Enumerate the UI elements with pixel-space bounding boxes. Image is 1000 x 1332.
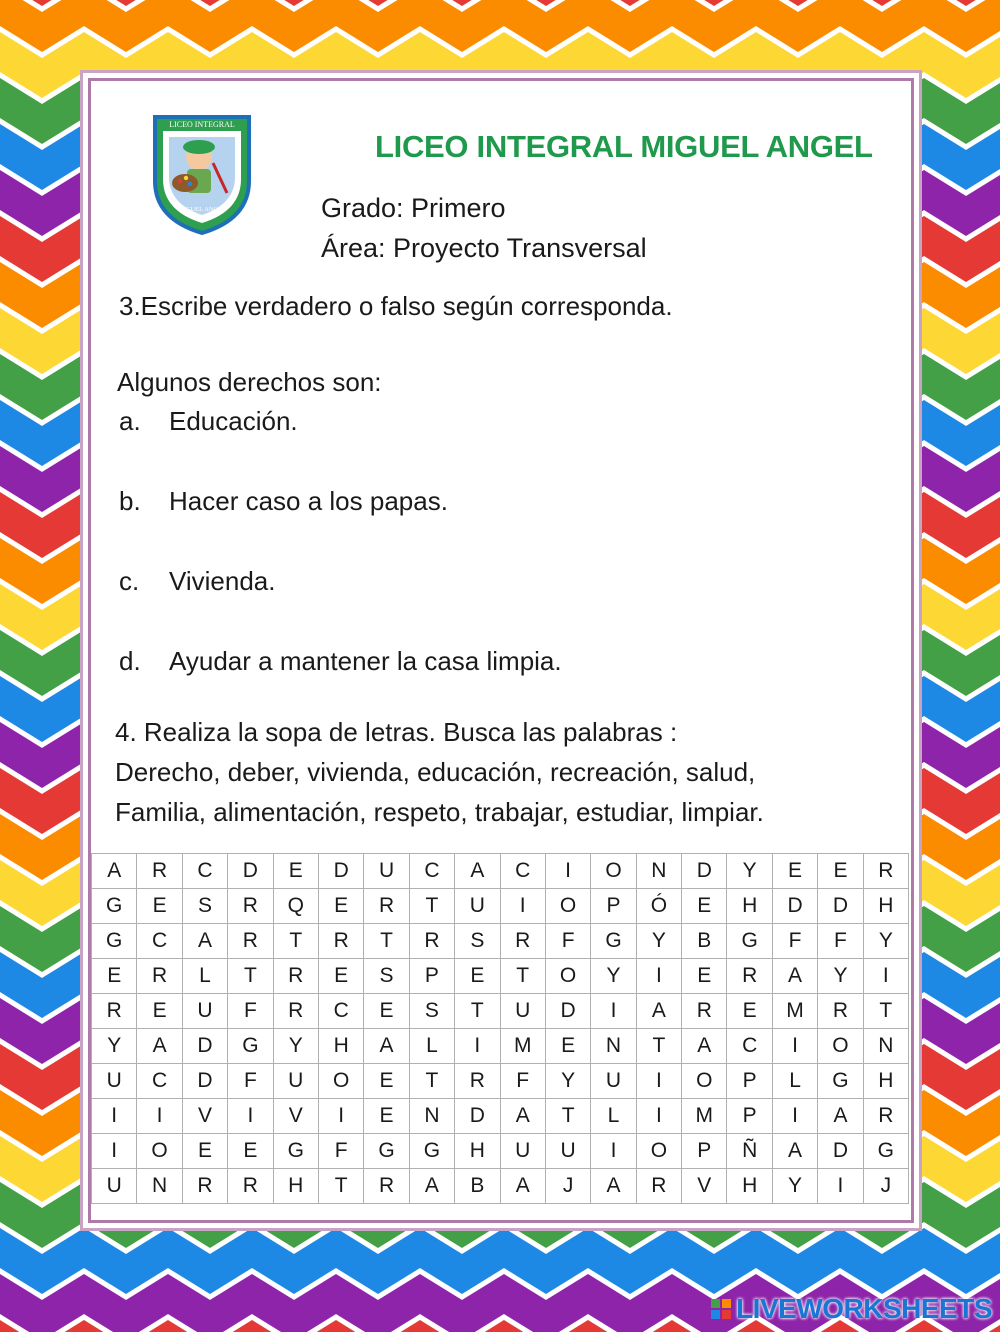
grid-letter-cell[interactable]: E bbox=[772, 854, 817, 889]
list-item-letter: d. bbox=[119, 646, 141, 676]
grid-letter-cell[interactable]: C bbox=[409, 854, 454, 889]
grid-letter-cell[interactable]: I bbox=[772, 1029, 817, 1064]
word-search-grid bbox=[91, 853, 909, 1204]
grid-letter-cell[interactable]: H bbox=[727, 1169, 772, 1204]
grid-letter-cell[interactable]: S bbox=[409, 994, 454, 1029]
grid-letter-cell[interactable]: T bbox=[409, 1064, 454, 1099]
grid-letter-cell[interactable]: U bbox=[92, 1169, 137, 1204]
grid-letter-cell[interactable]: L bbox=[772, 1064, 817, 1099]
grid-letter-cell[interactable]: N bbox=[636, 854, 681, 889]
grid-letter-cell[interactable]: M bbox=[500, 1029, 545, 1064]
grid-letter-cell[interactable]: A bbox=[682, 1029, 727, 1064]
grid-letter-cell[interactable]: Y bbox=[772, 1169, 817, 1204]
grid-letter-cell[interactable]: A bbox=[636, 994, 681, 1029]
grid-letter-cell[interactable]: A bbox=[500, 1099, 545, 1134]
grid-letter-cell[interactable]: E bbox=[182, 1134, 227, 1169]
grid-letter-cell[interactable]: I bbox=[591, 994, 636, 1029]
grid-letter-cell[interactable]: O bbox=[682, 1064, 727, 1099]
grid-letter-cell[interactable]: R bbox=[228, 1169, 273, 1204]
grid-letter-cell[interactable]: Y bbox=[545, 1064, 590, 1099]
grid-letter-cell[interactable]: B bbox=[455, 1169, 500, 1204]
grid-letter-cell[interactable]: E bbox=[682, 889, 727, 924]
list-item-text: Ayudar a mantener la casa limpia. bbox=[169, 646, 562, 676]
question-4-words-line-1: Derecho, deber, vivienda, educación, recreación, salud, bbox=[115, 757, 756, 787]
grid-letter-cell[interactable]: R bbox=[500, 924, 545, 959]
liveworksheets-brand bbox=[710, 1292, 992, 1326]
grid-letter-cell[interactable]: R bbox=[455, 1064, 500, 1099]
grid-letter-cell[interactable]: L bbox=[182, 959, 227, 994]
grid-letter-cell[interactable]: A bbox=[182, 924, 227, 959]
list-item-letter: a. bbox=[119, 406, 141, 436]
grid-letter-cell[interactable]: T bbox=[318, 1169, 363, 1204]
table-row bbox=[92, 1029, 909, 1064]
grid-letter-cell[interactable]: N bbox=[137, 1169, 182, 1204]
grid-letter-cell[interactable]: A bbox=[818, 1099, 863, 1134]
question-3-intro: Algunos derechos son: bbox=[117, 367, 382, 397]
grid-letter-cell[interactable]: D bbox=[545, 994, 590, 1029]
grid-letter-cell[interactable]: E bbox=[818, 854, 863, 889]
grade-line: Grado: Primero bbox=[321, 193, 506, 223]
grid-letter-cell[interactable]: R bbox=[636, 1169, 681, 1204]
grid-letter-cell[interactable]: L bbox=[409, 1029, 454, 1064]
worksheet-page bbox=[88, 78, 914, 1223]
grid-letter-cell[interactable]: J bbox=[863, 1169, 908, 1204]
grid-letter-cell[interactable]: E bbox=[364, 1099, 409, 1134]
grid-letter-cell[interactable]: H bbox=[863, 889, 908, 924]
grid-letter-cell[interactable]: F bbox=[228, 1064, 273, 1099]
grid-letter-cell[interactable]: J bbox=[545, 1169, 590, 1204]
grid-letter-cell[interactable]: V bbox=[182, 1099, 227, 1134]
grid-letter-cell[interactable]: I bbox=[636, 1099, 681, 1134]
grid-letter-cell[interactable]: U bbox=[182, 994, 227, 1029]
grid-letter-cell[interactable]: S bbox=[364, 959, 409, 994]
grid-letter-cell[interactable]: T bbox=[409, 889, 454, 924]
grid-letter-cell[interactable]: R bbox=[364, 889, 409, 924]
grid-letter-cell[interactable]: I bbox=[772, 1099, 817, 1134]
grid-letter-cell[interactable]: T bbox=[364, 924, 409, 959]
question-4-instruction: 4. Realiza la sopa de letras. Busca las palabras : bbox=[115, 717, 678, 747]
grid-letter-cell[interactable]: E bbox=[727, 994, 772, 1029]
grid-letter-cell[interactable]: B bbox=[682, 924, 727, 959]
grid-letter-cell[interactable]: R bbox=[182, 1169, 227, 1204]
grid-letter-cell[interactable]: Q bbox=[273, 889, 318, 924]
grid-letter-cell[interactable]: E bbox=[545, 1029, 590, 1064]
grid-letter-cell[interactable]: C bbox=[137, 1064, 182, 1099]
table-row bbox=[92, 854, 909, 889]
grid-letter-cell[interactable]: T bbox=[455, 994, 500, 1029]
list-item-text: Hacer caso a los papas. bbox=[169, 486, 448, 516]
grid-letter-cell[interactable]: E bbox=[318, 889, 363, 924]
grid-letter-cell[interactable]: R bbox=[228, 924, 273, 959]
table-row bbox=[92, 1099, 909, 1134]
grid-letter-cell[interactable]: U bbox=[273, 1064, 318, 1099]
grid-letter-cell[interactable]: D bbox=[818, 889, 863, 924]
grid-letter-cell[interactable]: R bbox=[318, 924, 363, 959]
grid-letter-cell[interactable]: I bbox=[863, 959, 908, 994]
list-item-text: Vivienda. bbox=[169, 566, 276, 596]
table-row bbox=[92, 994, 909, 1029]
grid-letter-cell[interactable]: G bbox=[92, 889, 137, 924]
grid-letter-cell[interactable]: T bbox=[228, 959, 273, 994]
grid-letter-cell[interactable]: G bbox=[863, 1134, 908, 1169]
grid-letter-cell[interactable]: E bbox=[318, 959, 363, 994]
grid-letter-cell[interactable]: R bbox=[228, 889, 273, 924]
grid-letter-cell[interactable]: Y bbox=[863, 924, 908, 959]
logo-top-text: LICEO INTEGRAL bbox=[169, 120, 235, 129]
grid-letter-cell[interactable]: Y bbox=[591, 959, 636, 994]
grid-letter-cell[interactable]: N bbox=[409, 1099, 454, 1134]
table-row bbox=[92, 1064, 909, 1099]
grid-letter-cell[interactable]: U bbox=[364, 854, 409, 889]
grid-letter-cell[interactable]: R bbox=[818, 994, 863, 1029]
grid-letter-cell[interactable]: G bbox=[92, 924, 137, 959]
grid-letter-cell[interactable]: D bbox=[772, 889, 817, 924]
grid-letter-cell[interactable]: U bbox=[92, 1064, 137, 1099]
school-crest-logo bbox=[147, 111, 257, 236]
grid-letter-cell[interactable]: P bbox=[682, 1134, 727, 1169]
grid-letter-cell[interactable]: D bbox=[818, 1134, 863, 1169]
list-item-text: Educación. bbox=[169, 406, 298, 436]
grid-letter-cell[interactable]: T bbox=[273, 924, 318, 959]
grid-letter-cell[interactable]: A bbox=[409, 1169, 454, 1204]
grid-letter-cell[interactable]: N bbox=[863, 1029, 908, 1064]
grid-letter-cell[interactable]: G bbox=[228, 1029, 273, 1064]
grid-letter-cell[interactable]: A bbox=[500, 1169, 545, 1204]
grid-letter-cell[interactable]: R bbox=[273, 959, 318, 994]
grid-letter-cell[interactable]: I bbox=[455, 1029, 500, 1064]
grid-letter-cell[interactable]: N bbox=[591, 1029, 636, 1064]
grid-letter-cell[interactable]: Y bbox=[727, 854, 772, 889]
grid-letter-cell[interactable]: U bbox=[591, 1064, 636, 1099]
grid-letter-cell[interactable]: E bbox=[137, 889, 182, 924]
grid-letter-cell[interactable]: I bbox=[137, 1099, 182, 1134]
list-item-letter: c. bbox=[119, 566, 140, 596]
grid-letter-cell[interactable]: A bbox=[772, 959, 817, 994]
grid-letter-cell[interactable]: I bbox=[92, 1134, 137, 1169]
grid-letter-cell[interactable]: D bbox=[318, 854, 363, 889]
grid-letter-cell[interactable]: T bbox=[545, 1099, 590, 1134]
grid-letter-cell[interactable]: P bbox=[409, 959, 454, 994]
grid-letter-cell[interactable]: Y bbox=[818, 959, 863, 994]
grid-letter-cell[interactable]: M bbox=[772, 994, 817, 1029]
grid-letter-cell[interactable]: A bbox=[455, 854, 500, 889]
grid-letter-cell[interactable]: I bbox=[228, 1099, 273, 1134]
grid-letter-cell[interactable]: G bbox=[273, 1134, 318, 1169]
grid-letter-cell[interactable]: H bbox=[727, 889, 772, 924]
grid-letter-cell[interactable]: I bbox=[545, 854, 590, 889]
grid-letter-cell[interactable]: O bbox=[137, 1134, 182, 1169]
grid-letter-cell[interactable]: O bbox=[591, 854, 636, 889]
grid-letter-cell[interactable]: R bbox=[92, 994, 137, 1029]
grid-letter-cell[interactable]: I bbox=[500, 889, 545, 924]
grid-letter-cell[interactable]: C bbox=[727, 1029, 772, 1064]
chevron-stripe bbox=[0, 52, 1000, 78]
grid-letter-cell[interactable]: E bbox=[137, 994, 182, 1029]
grid-letter-cell[interactable]: V bbox=[682, 1169, 727, 1204]
grid-letter-cell[interactable]: F bbox=[545, 924, 590, 959]
grid-letter-cell[interactable]: H bbox=[273, 1169, 318, 1204]
grid-letter-cell[interactable]: P bbox=[591, 889, 636, 924]
grid-letter-cell[interactable]: U bbox=[500, 994, 545, 1029]
area-line: Área: Proyecto Transversal bbox=[321, 233, 647, 263]
grid-letter-cell[interactable]: C bbox=[500, 854, 545, 889]
grid-letter-cell[interactable]: O bbox=[636, 1134, 681, 1169]
table-row bbox=[92, 1134, 909, 1169]
grid-letter-cell[interactable]: E bbox=[682, 959, 727, 994]
grid-letter-cell[interactable]: R bbox=[137, 854, 182, 889]
grid-letter-cell[interactable]: H bbox=[455, 1134, 500, 1169]
table-row bbox=[92, 889, 909, 924]
grid-letter-cell[interactable]: R bbox=[409, 924, 454, 959]
grid-letter-cell[interactable]: G bbox=[818, 1064, 863, 1099]
table-row bbox=[92, 959, 909, 994]
grid-letter-cell[interactable]: V bbox=[273, 1099, 318, 1134]
grid-letter-cell[interactable]: R bbox=[727, 959, 772, 994]
grid-letter-cell[interactable]: O bbox=[818, 1029, 863, 1064]
list-item-letter: b. bbox=[119, 486, 141, 516]
grid-letter-cell[interactable]: F bbox=[318, 1134, 363, 1169]
table-row bbox=[92, 1169, 909, 1204]
grid-letter-cell[interactable]: P bbox=[727, 1064, 772, 1099]
grid-letter-cell[interactable]: S bbox=[455, 924, 500, 959]
grid-letter-cell[interactable]: U bbox=[455, 889, 500, 924]
grid-letter-cell[interactable]: C bbox=[137, 924, 182, 959]
grid-letter-cell[interactable]: R bbox=[682, 994, 727, 1029]
grid-letter-cell[interactable]: O bbox=[318, 1064, 363, 1099]
grid-letter-cell[interactable]: U bbox=[545, 1134, 590, 1169]
question-4-words-line-2: Familia, alimentación, respeto, trabajar, estudiar, limpiar. bbox=[115, 797, 764, 827]
grid-letter-cell[interactable]: C bbox=[182, 854, 227, 889]
grid-letter-cell[interactable]: R bbox=[364, 1169, 409, 1204]
grid-letter-cell[interactable]: H bbox=[318, 1029, 363, 1064]
grid-letter-cell[interactable]: S bbox=[182, 889, 227, 924]
grid-letter-cell[interactable]: G bbox=[727, 924, 772, 959]
grid-letter-cell[interactable]: I bbox=[92, 1099, 137, 1134]
grid-letter-cell[interactable]: D bbox=[228, 854, 273, 889]
grid-letter-cell[interactable]: Ñ bbox=[727, 1134, 772, 1169]
grid-letter-cell[interactable]: E bbox=[364, 994, 409, 1029]
grid-letter-cell[interactable]: G bbox=[409, 1134, 454, 1169]
grid-letter-cell[interactable]: Y bbox=[636, 924, 681, 959]
grid-letter-cell[interactable]: T bbox=[500, 959, 545, 994]
grid-letter-cell[interactable]: E bbox=[228, 1134, 273, 1169]
grid-letter-cell[interactable]: R bbox=[273, 994, 318, 1029]
grid-letter-cell[interactable]: T bbox=[863, 994, 908, 1029]
grid-letter-cell[interactable]: A bbox=[591, 1169, 636, 1204]
grid-letter-cell[interactable]: F bbox=[228, 994, 273, 1029]
liveworksheets-text: LIVEWORKSHEETS bbox=[736, 1293, 992, 1324]
grid-letter-cell[interactable]: Y bbox=[92, 1029, 137, 1064]
grid-letter-cell[interactable]: R bbox=[137, 959, 182, 994]
grid-letter-cell[interactable]: G bbox=[364, 1134, 409, 1169]
grid-letter-cell[interactable]: D bbox=[182, 1029, 227, 1064]
liveworksheets-logo-icon bbox=[710, 1298, 732, 1320]
grid-letter-cell[interactable]: E bbox=[364, 1064, 409, 1099]
grid-letter-cell[interactable]: C bbox=[318, 994, 363, 1029]
grid-letter-cell[interactable]: U bbox=[500, 1134, 545, 1169]
grid-letter-cell[interactable]: E bbox=[455, 959, 500, 994]
grid-letter-cell[interactable]: D bbox=[182, 1064, 227, 1099]
grid-letter-cell[interactable]: E bbox=[273, 854, 318, 889]
school-name-title: LICEO INTEGRAL MIGUEL ANGEL bbox=[375, 129, 873, 164]
grid-letter-cell[interactable]: A bbox=[364, 1029, 409, 1064]
grid-letter-cell[interactable]: Y bbox=[273, 1029, 318, 1064]
grid-letter-cell[interactable]: F bbox=[818, 924, 863, 959]
grid-letter-cell[interactable]: I bbox=[318, 1099, 363, 1134]
table-row bbox=[92, 924, 909, 959]
grid-letter-cell[interactable]: I bbox=[636, 959, 681, 994]
grid-letter-cell[interactable]: A bbox=[772, 1134, 817, 1169]
grid-letter-cell[interactable]: R bbox=[863, 854, 908, 889]
grid-letter-cell[interactable]: E bbox=[92, 959, 137, 994]
grid-letter-cell[interactable]: I bbox=[818, 1169, 863, 1204]
grid-letter-cell[interactable]: O bbox=[545, 889, 590, 924]
logo-bottom-text: MIGUEL ANGEL bbox=[177, 206, 227, 213]
grid-letter-cell[interactable]: O bbox=[545, 959, 590, 994]
grid-letter-cell[interactable]: I bbox=[636, 1064, 681, 1099]
grid-letter-cell[interactable]: Ó bbox=[636, 889, 681, 924]
grid-letter-cell[interactable]: P bbox=[727, 1099, 772, 1134]
question-3-instruction: 3.Escribe verdadero o falso según corresponda. bbox=[119, 291, 673, 321]
grid-letter-cell[interactable]: F bbox=[500, 1064, 545, 1099]
grid-letter-cell[interactable]: L bbox=[591, 1099, 636, 1134]
grid-letter-cell[interactable]: M bbox=[682, 1099, 727, 1134]
grid-letter-cell[interactable]: A bbox=[92, 854, 137, 889]
chevron-stripe bbox=[0, 1248, 1000, 1274]
grid-letter-cell[interactable]: R bbox=[863, 1099, 908, 1134]
grid-letter-cell[interactable]: D bbox=[455, 1099, 500, 1134]
grid-letter-cell[interactable]: G bbox=[591, 924, 636, 959]
grid-letter-cell[interactable]: I bbox=[591, 1134, 636, 1169]
grid-letter-cell[interactable]: D bbox=[682, 854, 727, 889]
grid-letter-cell[interactable]: H bbox=[863, 1064, 908, 1099]
grid-letter-cell[interactable]: F bbox=[772, 924, 817, 959]
grid-letter-cell[interactable]: T bbox=[636, 1029, 681, 1064]
grid-letter-cell[interactable]: A bbox=[137, 1029, 182, 1064]
chevron-stripe bbox=[0, 6, 1000, 32]
